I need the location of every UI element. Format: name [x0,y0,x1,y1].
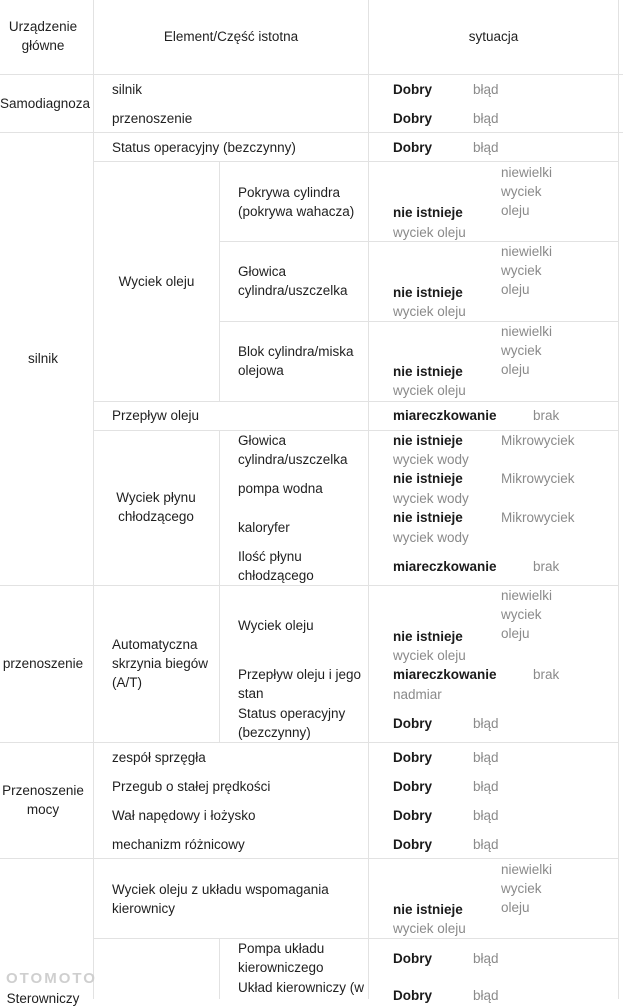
row-good: nie istnieje [393,902,463,917]
section-przenoszenie: przenoszenie [2,656,84,671]
group-wyciek-oleju: Wyciek oleju [118,274,195,289]
row-bad: błąd [473,951,499,966]
row-good: miareczkowanie [393,408,497,423]
row-bad: brak [533,559,560,574]
row-label: Ilość płynu chłodzącego [238,549,314,583]
row-good: Dobry [393,808,433,823]
row-label: Wyciek oleju [238,618,314,633]
row-good: Dobry [393,750,433,765]
row-label: Głowica cylindra/uszczelka [238,264,348,298]
row-bad: Mikrowyciek [501,471,575,486]
row-bad: niewielki wyciek oleju [501,588,553,641]
row-label: Układ kierowniczy (w [238,980,365,995]
row-good: nie istnieje [393,471,463,486]
row-bad: Mikrowyciek [501,510,575,525]
row-label: pompa wodna [238,481,323,496]
row-bad: błąd [473,837,499,852]
row-label: mechanizm różnicowy [112,837,245,852]
row-good: Dobry [393,837,433,852]
row-bad: błąd [473,111,499,126]
row-good: nie istnieje [393,629,463,644]
row-bad: błąd [473,779,499,794]
header-main-device: Urządzenie główne [8,19,78,53]
watermark-logo: OTOMOTO [6,970,97,987]
row-good: miareczkowanie [393,559,497,574]
row-good-sub: wyciek oleju [393,383,466,398]
row-good: nie istnieje [393,433,463,448]
row-label: Pompa układu kierowniczego [238,941,325,975]
row-good: nie istnieje [393,510,463,525]
row-good: Dobry [393,988,433,1003]
row-bad: niewielki wyciek oleju [501,244,553,297]
row-bad: brak [533,667,560,682]
row-good: Dobry [393,82,433,97]
group-automatyczna: Automatyczna skrzynia biegów (A/T) [112,637,209,690]
row-label: kaloryfer [238,520,290,535]
row-good: nie istnieje [393,205,463,220]
row-good: Dobry [393,716,433,731]
row-good-sub: nadmiar [393,687,442,702]
row-good-sub: wyciek oleju [393,648,466,663]
row-bad: niewielki wyciek oleju [501,165,553,218]
row-label: silnik [112,82,143,97]
row-good-sub: wyciek oleju [393,921,466,936]
row-label: przenoszenie [112,111,193,126]
row-good: nie istnieje [393,364,463,379]
row-label: Przepływ oleju [112,408,200,423]
section-sterowniczy: Sterowniczy [6,991,80,1006]
row-bad: niewielki wyciek oleju [501,324,553,377]
row-good: Dobry [393,140,433,155]
header-situation: sytuacja [468,29,519,44]
row-bad: Mikrowyciek [501,433,575,448]
row-good-sub: wyciek wody [393,452,469,467]
row-label: Status operacyjny (bezczynny) [238,706,346,740]
row-good: Dobry [393,951,433,966]
row-bad: błąd [473,82,499,97]
row-label: zespół sprzęgła [112,750,206,765]
row-good: miareczkowanie [393,667,497,682]
row-good-sub: wyciek oleju [393,304,466,319]
row-label: Blok cylindra/miska olejowa [238,344,354,378]
row-label: Wał napędowy i łożysko [112,808,256,823]
row-bad: błąd [473,808,499,823]
row-label: Pokrywa cylindra (pokrywa wahacza) [238,185,355,219]
row-bad: błąd [473,716,499,731]
row-bad: brak [533,408,560,423]
row-label: Głowica cylindra/uszczelka [238,433,348,467]
row-good-sub: wyciek wody [393,491,469,506]
row-bad: błąd [473,140,499,155]
row-bad: niewielki wyciek oleju [501,862,553,915]
row-label: Przegub o stałej prędkości [112,779,271,794]
row-bad: błąd [473,988,499,1003]
row-good-sub: wyciek wody [393,530,469,545]
group-wyciek-plynu: Wyciek płynu chłodzącego [116,490,196,524]
row-good: nie istnieje [393,285,463,300]
row-label: Wyciek oleju z układu wspomagania kierownicy [112,882,329,916]
row-good: Dobry [393,779,433,794]
section-samodiagnoza: Samodiagnoza [0,96,91,111]
row-good: Dobry [393,111,433,126]
section-silnik: silnik [27,351,58,366]
row-label: Przepływ oleju i jego stan [238,667,362,701]
row-good-sub: wyciek oleju [393,225,466,240]
row-bad: błąd [473,750,499,765]
header-element: Element/Część istotna [163,29,299,44]
section-przenoszenie-mocy: Przenoszenie mocy [2,783,84,817]
row-label: Status operacyjny (bezczynny) [112,140,296,155]
